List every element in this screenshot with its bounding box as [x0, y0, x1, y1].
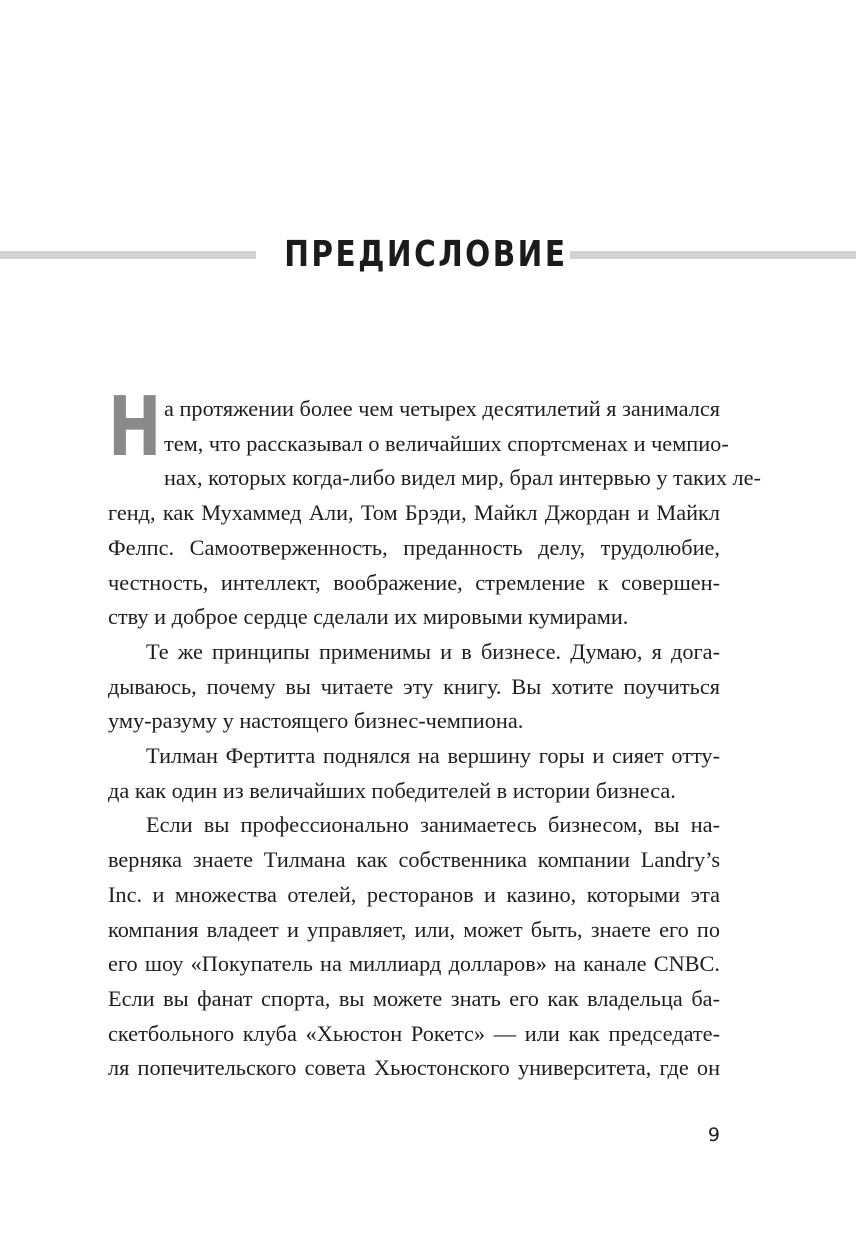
text-line: ля попечительского совета Хьюстонского университета, где он: [108, 1055, 720, 1081]
text-line: Те же принципы применимы и в бизнесе. Думаю, я дога-: [146, 638, 720, 664]
paragraph-2: [108, 635, 720, 739]
text-line: Фелпс. Самоотверженность, преданность делу, трудолюбие,: [108, 534, 720, 560]
text-line: Inc. и множества отелей, ресторанов и казино, которыми эта: [108, 881, 720, 907]
drop-cap: Н: [108, 380, 162, 475]
text-line: честность, интеллект, воображение, стремление к совершен-: [108, 569, 720, 595]
paragraph-1: [108, 380, 761, 635]
text-line: да как один из величайших победителей в истории бизнеса.: [108, 777, 676, 803]
text-line: скетбольного клуба «Хьюстон Рокетс» — или как председате-: [108, 1020, 720, 1046]
text-line: Если вы фанат спорта, вы можете знать его как владельца ба-: [108, 985, 720, 1011]
body-text: [108, 380, 761, 1086]
page-number: 9: [707, 1124, 720, 1146]
title-rule-right: [570, 251, 856, 259]
text-line: Если вы профессионально занимаетесь бизнесом, вы на-: [146, 812, 720, 838]
text-line: а протяжении более чем четырех десятилетий я занимался: [164, 396, 720, 421]
title-rule-left: [0, 251, 256, 259]
text-line: нах, которых когда-либо видел мир, брал интервью у таких ле-: [164, 465, 761, 491]
text-line: уму-разуму у настоящего бизнес-чемпиона.: [108, 708, 524, 734]
text-line: ству и доброе сердце сделали их мировыми кумирами.: [108, 604, 629, 630]
chapter-header: [0, 227, 856, 283]
paragraph-4: [108, 808, 720, 1086]
text-line: компания владеет и управляет, или, может быть, знаете его по: [108, 916, 720, 942]
text-line: дываюсь, почему вы читаете эту книгу. Вы хотите поучиться: [108, 673, 720, 699]
chapter-title: ПРЕДИСЛОВИЕ: [284, 234, 568, 275]
text-line: его шоу «Покупатель на миллиард долларов» на канале CNBC.: [108, 951, 720, 977]
text-line: Тилман Фертитта поднялся на вершину горы и сияет отту-: [146, 743, 720, 769]
text-line: тем, что рассказывал о величайших спортсменах и чемпио-: [164, 430, 729, 456]
text-line: генд, как Мухаммед Али, Том Брэди, Майкл Джордан и Майкл: [108, 500, 720, 526]
text-line: верняка знаете Тилмана как собственника компании Landry’s: [108, 847, 720, 873]
paragraph-3: [108, 739, 720, 808]
